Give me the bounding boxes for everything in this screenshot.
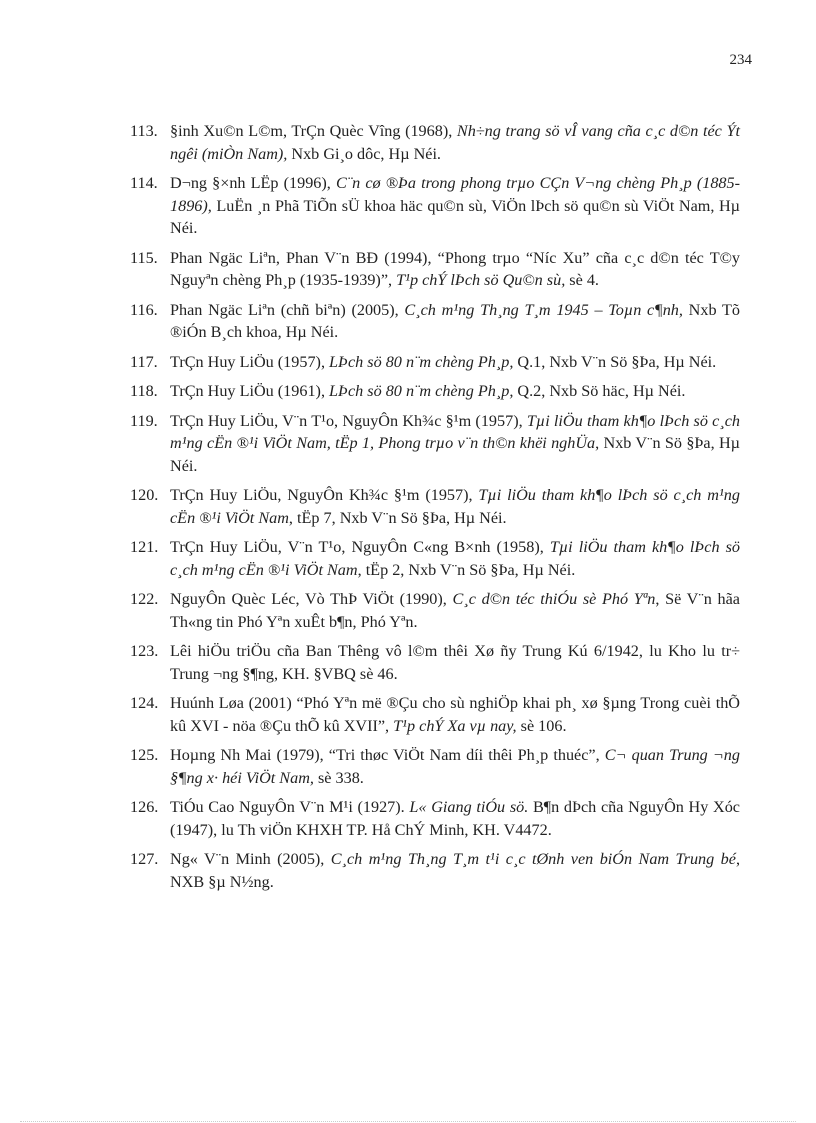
- reference-text: [170, 380, 740, 403]
- reference-segment: Q.2, Nxb Sö häc, Hµ Néi.: [513, 382, 686, 400]
- reference-segment: Phan Ngäc Liªn (chñ biªn) (2005),: [170, 300, 405, 319]
- reference-segment: LuËn ¸n Phã TiÕn sÜ khoa häc qu©n sù, ViÖn lÞch sö qu©n sù ViÖt Nam, Hµ Néi.: [170, 196, 740, 237]
- reference-segment: Nxb Gi¸o dôc, Hµ Néi.: [287, 144, 441, 163]
- reference-segment: Nxb Tõ ®iÓn B¸ch khoa, Hµ Néi.: [170, 300, 740, 341]
- reference-number: 118.: [130, 382, 158, 400]
- reference-item: [130, 247, 740, 292]
- reference-text: [170, 796, 740, 841]
- reference-segment: B¶n dÞch cña NguyÔn Hy Xóc (1947), lu Th viÖn KHXH TP. Hå ChÝ Minh, KH. V4472.: [170, 798, 740, 839]
- reference-text: [170, 536, 740, 581]
- reference-text: [170, 410, 740, 478]
- reference-text: [170, 692, 740, 737]
- reference-segment: , Së V¨n hãa Th«ng tin Phó Yªn xuÊt b¶n, Phó Yªn.: [170, 590, 740, 631]
- reference-segment: sè 338.: [313, 768, 364, 787]
- reference-number: 124.: [130, 694, 159, 712]
- reference-item: [130, 796, 740, 841]
- reference-number: 116.: [130, 300, 158, 319]
- reference-segment: Huúnh Løa (2001) “Phó Yªn më ®Çu cho sù nghiÖp khai ph¸ xø §µng Trong cuèi thÕ kû XVI - nöa ®Çu thÕ kû XVII”,: [170, 694, 740, 735]
- reference-text: [170, 640, 740, 685]
- reference-title: Tµi liÖu tham kh¶o lÞch sö c¸ch m¹ng cËn ®¹i ViÖt Nam: [170, 486, 740, 527]
- reference-number: 113.: [130, 122, 158, 140]
- reference-item: [130, 692, 740, 737]
- reference-segment: Ng« V¨n Minh (2005),: [170, 850, 331, 868]
- reference-item: [130, 172, 740, 240]
- reference-segment: , Nxb V¨n Sö §Þa, Hµ Néi.: [170, 434, 740, 475]
- reference-item: [130, 410, 740, 478]
- reference-text: [170, 484, 740, 529]
- reference-segment: TrÇn Huy LiÖu, V¨n T¹o, NguyÔn C«ng B×nh (1958),: [170, 538, 550, 556]
- reference-number: 115.: [130, 248, 158, 267]
- reference-title: LÞch sö 80 n¨m chèng Ph¸p,: [329, 352, 514, 371]
- reference-text: [170, 172, 740, 240]
- reference-segment: Phan Ngäc Liªn, Phan V¨n BĐ (1994), “Phong trµo “Níc Xu” cña c¸c d©n téc T©y Nguyªn chèng Ph¸p (1935-1939)”,: [170, 248, 740, 289]
- reference-item: [130, 640, 740, 685]
- reference-segment: Hoµng Nh Mai (1979), “Tri thøc ViÖt Nam díi thêi Ph¸p thuéc”,: [170, 746, 605, 764]
- reference-segment: , tËp 7, Nxb V¨n Sö §Þa, Hµ Néi.: [288, 508, 507, 527]
- reference-text: [170, 848, 740, 893]
- reference-number: 126.: [130, 798, 159, 816]
- reference-segment: sè 4.: [565, 271, 599, 289]
- reference-number: 120.: [130, 486, 159, 504]
- reference-item: [130, 299, 740, 344]
- reference-number: 122.: [130, 590, 159, 608]
- reference-segment: D¬ng §×nh LËp (1996),: [170, 174, 336, 192]
- reference-item: [130, 536, 740, 581]
- reference-title: T¹p chÝ lÞch sö Qu©n sù,: [396, 271, 566, 289]
- bottom-divider: [20, 1121, 796, 1122]
- reference-item: [130, 848, 740, 893]
- reference-text: [170, 744, 740, 789]
- reference-title: L« Giang tiÓu sö.: [409, 798, 529, 816]
- page-number: 234: [729, 52, 752, 68]
- reference-segment: , tËp 2, Nxb V¨n Sö §Þa, Hµ Néi.: [357, 560, 576, 579]
- reference-segment: TrÇn Huy LiÖu (1957),: [170, 352, 330, 371]
- reference-segment: TrÇn Huy LiÖu, NguyÔn Kh¾c §¹m (1957),: [170, 486, 479, 504]
- reference-title: C¸ch m¹ng Th¸ng T¸m 1945 – Toµn c¶nh,: [404, 300, 683, 319]
- reference-item: [130, 380, 740, 403]
- reference-segment: TiÓu Cao NguyÔn V¨n M¹i (1927).: [170, 798, 410, 816]
- reference-number: 123.: [130, 642, 159, 660]
- reference-segment: Q.1, Nxb V¨n Sö §Þa, Hµ Néi.: [513, 352, 717, 371]
- reference-item: [130, 120, 740, 165]
- reference-title: LÞch sö 80 n¨m chèng Ph¸p,: [329, 382, 514, 400]
- reference-item: [130, 351, 740, 374]
- reference-segment: sè 106.: [516, 716, 567, 735]
- reference-number: 117.: [130, 352, 158, 371]
- reference-text: [170, 351, 740, 374]
- reference-title: Tµi liÖu tham kh¶o lÞch sö c¸ch m¹ng cËn ®¹i ViÖt Nam, tËp 1, Phong trµo v¨n th©n khëi nghÜa: [170, 411, 740, 452]
- reference-item: [130, 588, 740, 633]
- reference-list: [130, 120, 740, 900]
- reference-segment: NguyÔn Quèc Léc, Vò ThÞ ViÖt (1990),: [170, 590, 453, 608]
- reference-title: C¨n cø ®Þa trong phong trµo CÇn V¬ng chèng Ph¸p (1885-1896),: [170, 174, 740, 215]
- reference-title: Nh÷ng trang sö vÎ vang cña c¸c d©n téc Ýt ngêi (miÒn Nam),: [170, 122, 740, 163]
- reference-number: 119.: [130, 411, 158, 430]
- reference-segment: TrÇn Huy LiÖu (1961),: [170, 382, 330, 400]
- reference-item: [130, 744, 740, 789]
- reference-title: C¸ch m¹ng Th¸ng T¸m t¹i c¸c tØnh ven biÓn Nam Trung bé: [330, 850, 736, 868]
- reference-title: C¬ quan Trung ¬ng §¶ng x· héi ViÖt Nam,: [170, 746, 740, 787]
- reference-title: Tµi liÖu tham kh¶o lÞch sö c¸ch m¹ng cËn ®¹i ViÖt Nam: [170, 538, 740, 579]
- reference-title: T¹p chÝ Xa vµ nay,: [393, 716, 517, 735]
- reference-segment: Lêi hiÖu triÖu cña Ban Thêng vô l©m thêi Xø ñy Trung Kú 6/1942, lu Kho lu tr÷ Trung ¬ng §¶ng, KH. §VBQ sè 46.: [170, 642, 740, 683]
- reference-item: [130, 484, 740, 529]
- reference-number: 125.: [130, 746, 159, 764]
- reference-text: [170, 247, 740, 292]
- reference-segment: TrÇn Huy LiÖu, V¨n T¹o, NguyÔn Kh¾c §¹m (1957),: [170, 411, 527, 430]
- reference-number: 114.: [130, 174, 158, 192]
- reference-segment: §inh Xu©n L©m, TrÇn Quèc Vîng (1968),: [170, 122, 457, 140]
- reference-segment: , NXB §µ N½ng.: [170, 850, 740, 891]
- reference-number: 121.: [130, 538, 159, 556]
- reference-title: C¸c d©n téc thiÓu sè Phó Yªn: [452, 590, 656, 608]
- reference-number: 127.: [130, 850, 159, 868]
- reference-text: [170, 120, 740, 165]
- reference-text: [170, 588, 740, 633]
- reference-text: [170, 299, 740, 344]
